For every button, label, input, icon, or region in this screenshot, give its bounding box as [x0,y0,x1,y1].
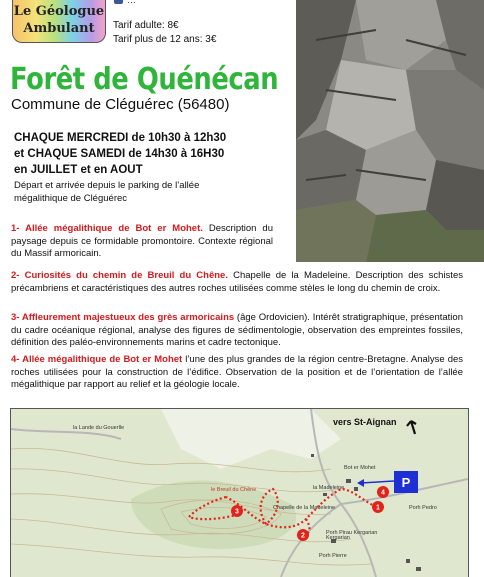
map-label-porh-pedro: Porh Pedro [409,505,437,511]
logo-line1: Le Géologue [13,4,105,19]
stop-2-text: Chapelle de la Madeleine. Description des schistes précambriens et caractéristiques des autres roches utilisées comme stèles le long du chemin de croix. [11,270,463,294]
stop-1-heading: 1- Allée mégalithique de Bot er Mohet. [11,223,203,234]
map-marker-3-label: 3 [235,508,239,516]
departure-line2: mégalithique de Cléguérec [14,193,128,204]
stop-3-text: (âge Ordovicien). Intérêt stratigraphique, présentation du cadre océanique régional, analyse des figures de sédimentologie, observation des empreintes fossiles, définition des paléo-environnements marins et cadre tectonique. [11,312,463,348]
stop-1-text: Description du paysage depuis ce formidable promontoire. Contexte régional du Massif armoricain. [11,223,273,259]
map-label-madeleine: la Madeleine [313,485,345,491]
stop-1 [11,223,273,261]
map-marker-2-label: 2 [301,532,305,540]
schedule-line2: et CHAQUE SAMEDI de 14h30 à 16H30 [14,148,225,160]
stop-3 [11,312,463,350]
map-direction-label: vers St-Aignan [333,417,397,427]
map-label-breuil: le Breuil du Chêne [211,487,257,493]
rock-photo-drawing [296,0,484,262]
logo-line2: Ambulant [23,21,95,36]
map-marker-1-label: 1 [376,504,380,512]
trail-map [10,408,469,577]
stop-2 [11,270,463,295]
map-marker-4-label: 4 [381,489,385,497]
map-label-chapelle: Chapelle de la Madeleine [273,505,336,511]
page-subtitle: Commune de Cléguérec (56480) [11,96,230,113]
stop-4-heading: 4- Allée mégalithique de Bot er Mohet [11,354,183,365]
stop-2-heading: 2- Curiosités du chemin de Breuil du Chêne. [11,270,228,281]
map-label-lande: la Lande du Gouerlle [73,425,125,431]
schedule-line1: CHAQUE MERCREDI de 10h30 à 12h30 [14,132,227,144]
facebook-text[interactable]: … [127,0,136,5]
stop-3-heading: 3- Affleurement majestueux des grès armoricains [11,312,235,323]
departure-line1: Départ et arrivée depuis le parking de l’allée [14,180,200,191]
stop-4 [11,354,463,392]
map-label-porh-pirau: Porh Pirau Kergarian [326,530,378,536]
facebook-icon[interactable] [114,0,123,4]
tarif-enfant: Tarif plus de 12 ans: 3€ [113,34,217,45]
page-title: Forêt de Quénécan [10,62,279,97]
stop-4-text: l’une des plus grandes de la région centre-Bretagne. Analyse des roches utilisées pour la construction de l’édifice. Observation de la position et de l’orientation de l’allée mégalithique par rapport au relief et la géologie locale. [11,354,464,390]
schedule-line3: en JUILLET et en AOUT [14,164,143,176]
trail-map-drawing [11,409,468,577]
parking-sign-label: P [401,475,411,490]
logo [12,0,106,43]
map-label-bot-er-mohet: Bot er Mohet [344,465,376,471]
rock-photo [296,0,484,262]
map-label-kergarian: Kergarian [326,535,350,541]
tarif-adulte: Tarif adulte: 8€ [113,20,179,31]
map-label-porh-pierre: Porh Pierre [319,553,347,559]
